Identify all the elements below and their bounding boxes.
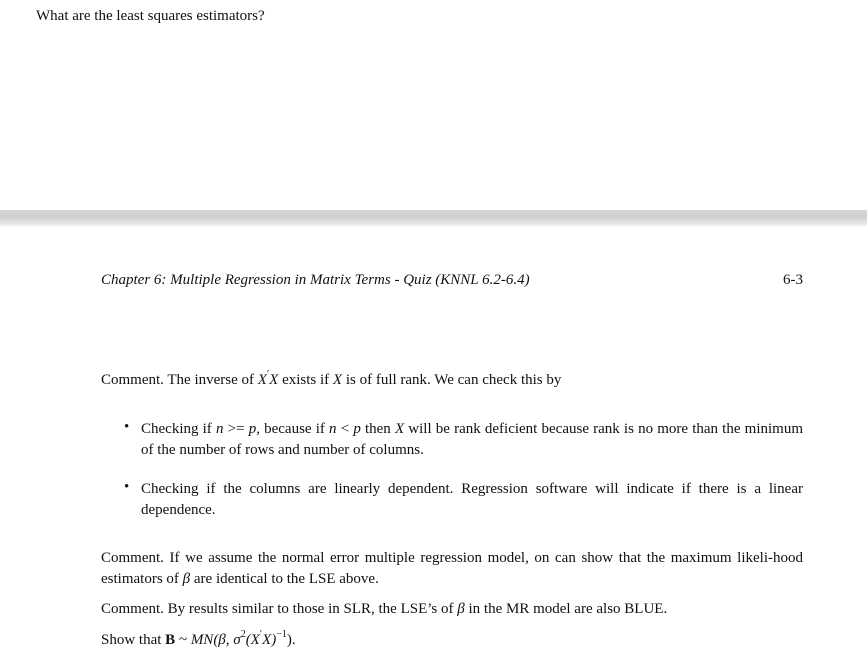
bullet-item-dependence: Checking if the columns are linearly dependent. Regression software will indicate if there is a linear dependence. bbox=[141, 481, 803, 518]
math-bold-b: B bbox=[165, 632, 176, 648]
show-end: ). bbox=[286, 632, 296, 648]
math-x: X bbox=[269, 372, 279, 388]
chapter-title: Chapter 6: Multiple Regression in Matrix Terms - Quiz (KNNL 6.2-6.4) bbox=[101, 272, 530, 288]
math-tilde: ~ bbox=[175, 632, 191, 648]
bullet-text-part: , because if bbox=[256, 421, 330, 437]
math-n: n bbox=[215, 421, 224, 437]
math-inverse: −1 bbox=[276, 629, 287, 640]
math-p: p bbox=[248, 421, 257, 437]
math-n: n bbox=[329, 421, 337, 437]
show-statement bbox=[101, 630, 803, 651]
show-lead: Show that bbox=[101, 632, 166, 648]
comment-mle-part: are identical to the LSE above. bbox=[190, 571, 379, 587]
math-p: p bbox=[353, 421, 361, 437]
comment-blue-part: in the MR model are also BLUE. bbox=[464, 601, 668, 617]
math-prime: ′ bbox=[266, 369, 270, 380]
comment-inverse-mid1: exists if bbox=[278, 372, 333, 388]
math-x: X bbox=[394, 421, 405, 437]
page-number: 6-3 bbox=[783, 272, 803, 288]
comment-blue bbox=[101, 599, 803, 620]
bullet-text-part: Checking if bbox=[141, 421, 216, 437]
math-x-prime: X bbox=[257, 372, 267, 388]
bullet-marker: • bbox=[124, 419, 130, 435]
bullet-item-rank bbox=[141, 419, 803, 461]
comment-inverse-mid2: is of full rank. We can check this by bbox=[342, 372, 562, 388]
comment-blue-part: Comment. By results similar to those in SLR, the LSE’s of bbox=[101, 601, 458, 617]
math-beta: β bbox=[457, 601, 465, 617]
math-x: X bbox=[332, 372, 343, 388]
comment-inverse bbox=[101, 370, 803, 391]
math-prime: ′ bbox=[259, 629, 263, 640]
math-square: 2 bbox=[240, 629, 246, 640]
bullet-marker: • bbox=[124, 479, 130, 495]
math-ge: >= bbox=[223, 421, 249, 437]
math-params: (β, σ bbox=[213, 632, 241, 648]
math-x-close: X) bbox=[262, 632, 277, 648]
math-xprime-open: (X bbox=[245, 632, 260, 648]
comment-mle bbox=[101, 548, 803, 590]
comment-inverse-lead: Comment. The inverse of bbox=[101, 372, 258, 388]
question-text: What are the least squares estimators? bbox=[36, 8, 265, 24]
math-lt: < bbox=[336, 421, 354, 437]
bullet-text-part: will be rank deficient because rank is no more than the minimum of the number of rows and number of columns. bbox=[141, 421, 804, 458]
comment-mle-part: Comment. If we assume the normal error multiple regression model, on can show that the maximum likeli-hood estimators of bbox=[101, 550, 803, 587]
math-mn: MN bbox=[190, 632, 214, 648]
page-top bbox=[0, 0, 867, 210]
math-beta: β bbox=[182, 571, 191, 587]
page-separator bbox=[0, 210, 867, 226]
bullet-text-part: then bbox=[360, 421, 395, 437]
